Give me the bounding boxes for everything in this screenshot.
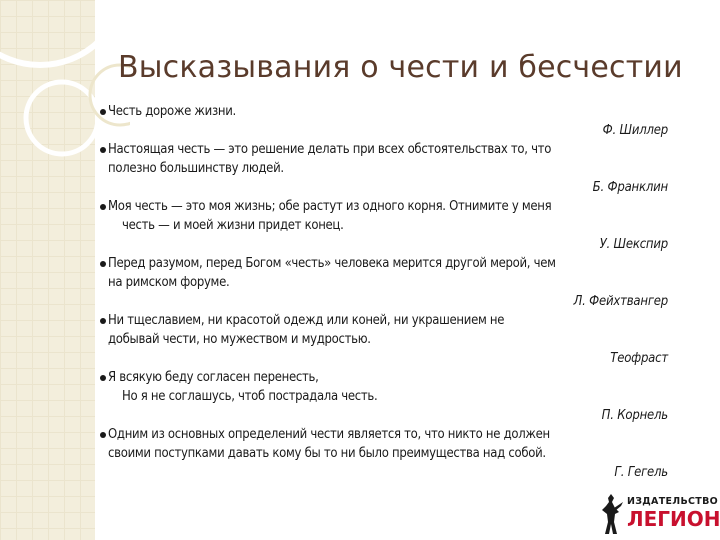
legionnaire-figure-icon	[597, 492, 625, 536]
bullet-icon	[100, 318, 106, 324]
quote-item	[100, 102, 680, 140]
quote-text: Одним из основных определений чести является то, что никто не должен	[108, 427, 550, 442]
quotes-list	[100, 102, 680, 482]
quote-text: Перед разумом, перед Богом «честь» человека мерится другой мерой, чем	[108, 256, 556, 271]
bullet-icon	[100, 432, 106, 438]
bullet-icon	[100, 204, 106, 210]
bullet-icon	[100, 375, 106, 381]
quote-text: Честь дороже жизни.	[108, 104, 236, 119]
slide-title: Высказывания о чести и бесчестии	[118, 50, 683, 85]
bullet-icon	[100, 261, 106, 267]
quote-text: Ни тщеславием, ни красотой одежд или коней, ни украшением не	[108, 313, 505, 328]
quote-author: Г. Гегель	[614, 465, 668, 480]
quote-text: Моя честь — это моя жизнь; обе растут из одного корня. Отнимите у меня	[108, 199, 552, 214]
quote-item	[100, 197, 680, 254]
quote-text: Но я не соглашусь, чтоб пострадала честь.	[122, 389, 378, 404]
quote-author: П. Корнель	[601, 408, 668, 423]
quote-text: Настоящая честь — это решение делать при всех обстоятельствах то, что	[108, 142, 552, 157]
logo-publisher-label: ИЗДАТЕЛЬСТВО	[627, 496, 718, 507]
quote-text: своими поступками давать кому бы то ни было преимущества над собой.	[108, 446, 546, 461]
decorative-circle-large	[0, 0, 125, 65]
quote-item	[100, 425, 680, 482]
quote-text: на римском форуме.	[108, 275, 230, 290]
quote-author: Б. Франклин	[592, 180, 668, 195]
quote-text: добывай чести, но мужеством и мудростью.	[108, 332, 371, 347]
quote-author: У. Шекспир	[599, 237, 668, 252]
quote-item	[100, 140, 680, 197]
quote-author: Л. Фейхтвангер	[573, 294, 668, 309]
quote-text: Я всякую беду согласен перенесть,	[108, 370, 319, 385]
publisher-logo	[597, 490, 720, 538]
quote-item	[100, 311, 680, 368]
quote-text: полезно большинству людей.	[108, 161, 284, 176]
quote-author: Теофраст	[610, 351, 668, 366]
quote-author: Ф. Шиллер	[602, 123, 668, 138]
logo-brand-name: ЛЕГИОН	[627, 507, 720, 531]
quote-item	[100, 368, 680, 425]
quote-text: честь — и моей жизни придет конец.	[122, 218, 344, 233]
decorative-circle-small	[26, 82, 98, 154]
quote-item	[100, 254, 680, 311]
bullet-icon	[100, 147, 106, 153]
bullet-icon	[100, 109, 106, 115]
